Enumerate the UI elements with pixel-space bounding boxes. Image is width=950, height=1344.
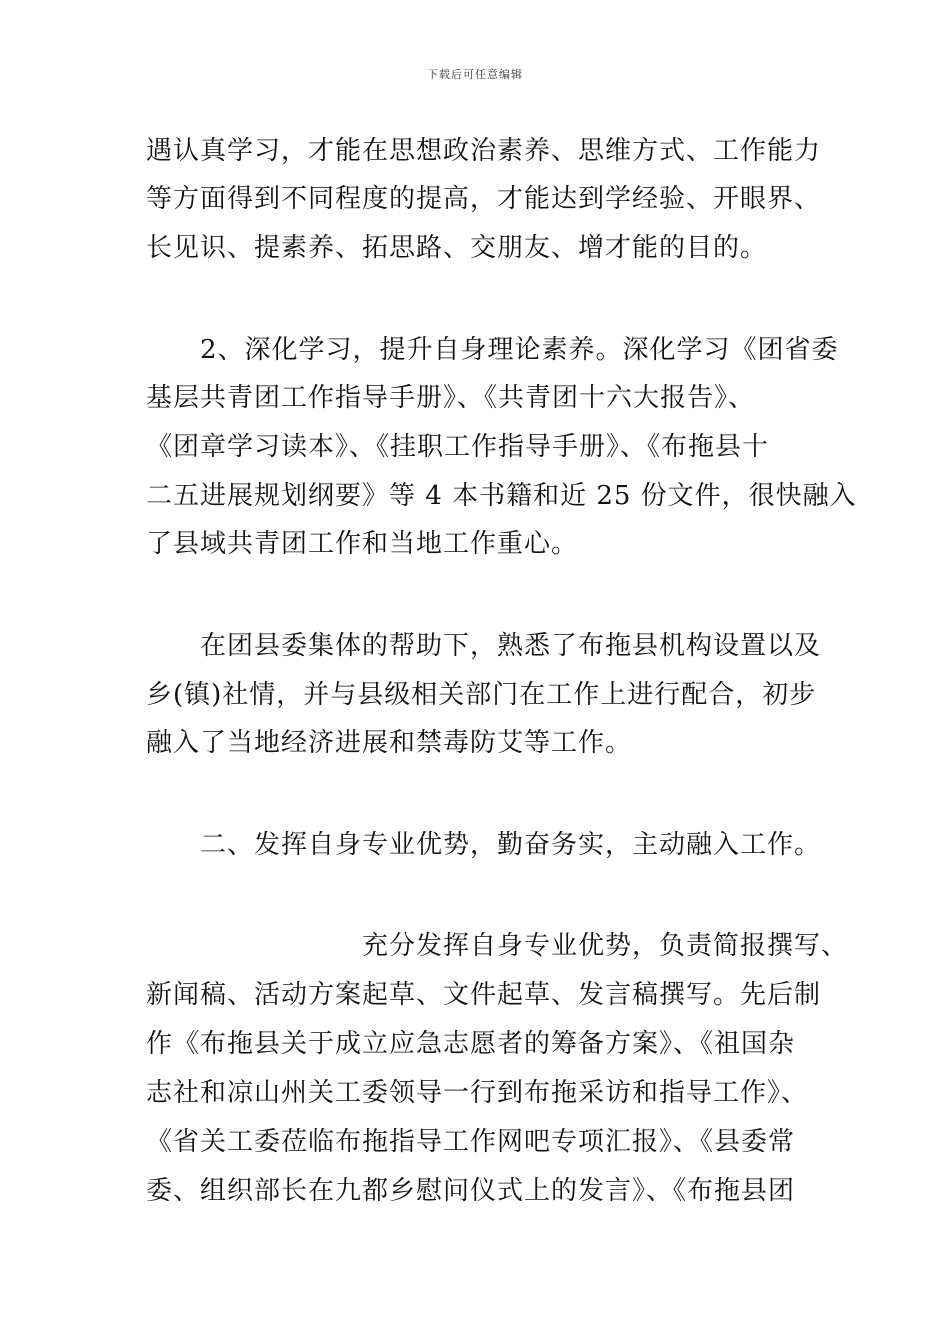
text-line: 充分发挥自身专业优势，负责简报撰写、: [146, 931, 849, 961]
text-line: 乡(镇)社情，并与县级相关部门在工作上进行配合，初步: [146, 680, 817, 710]
section-heading: 二、发挥自身专业优势，勤奋务实，主动融入工作。: [146, 830, 822, 860]
text-line: 遇认真学习，才能在思想政治素养、思维方式、工作能力: [146, 136, 822, 166]
text-line: 等方面得到不同程度的提高，才能达到学经验、开眼界、: [146, 184, 822, 214]
page-header: 下载后可任意编辑: [427, 68, 523, 81]
text-line: 在团县委集体的帮助下，熟悉了布拖县机构设置以及: [146, 631, 822, 661]
text-line: 作《布拖县关于成立应急志愿者的筹备方案》、《祖国杂: [146, 1029, 796, 1059]
text-line: 二五进展规划纲要》等 4 本书籍和近 25 份文件，很快融入: [146, 481, 857, 511]
text-line: 基层共青团工作指导手册》、《共青团十六大报告》、: [146, 383, 756, 413]
text-line: 了县域共青团工作和当地工作重心。: [146, 529, 579, 559]
text-line: 《省关工委莅临布拖指导工作网吧专项汇报》、《县委常: [146, 1127, 796, 1157]
text-line: 融入了当地经济进展和禁毒防艾等工作。: [146, 728, 633, 758]
text-line: 志社和凉山州关工委领导一行到布拖采访和指导工作》、: [146, 1078, 809, 1108]
text-line: 2、深化学习，提升自身理论素养。深化学习《团省委: [146, 335, 839, 365]
text-line: 委、组织部长在九都乡慰问仪式上的发言》、《布拖县团: [146, 1176, 796, 1206]
text-line: 长见识、提素养、拓思路、交朋友、增才能的目的。: [146, 233, 768, 263]
text-line: 《团章学习读本》、《挂职工作指导手册》、《布拖县十: [146, 432, 770, 462]
text-line: 新闻稿、活动方案起草、文件起草、发言稿撰写。先后制: [146, 980, 822, 1010]
